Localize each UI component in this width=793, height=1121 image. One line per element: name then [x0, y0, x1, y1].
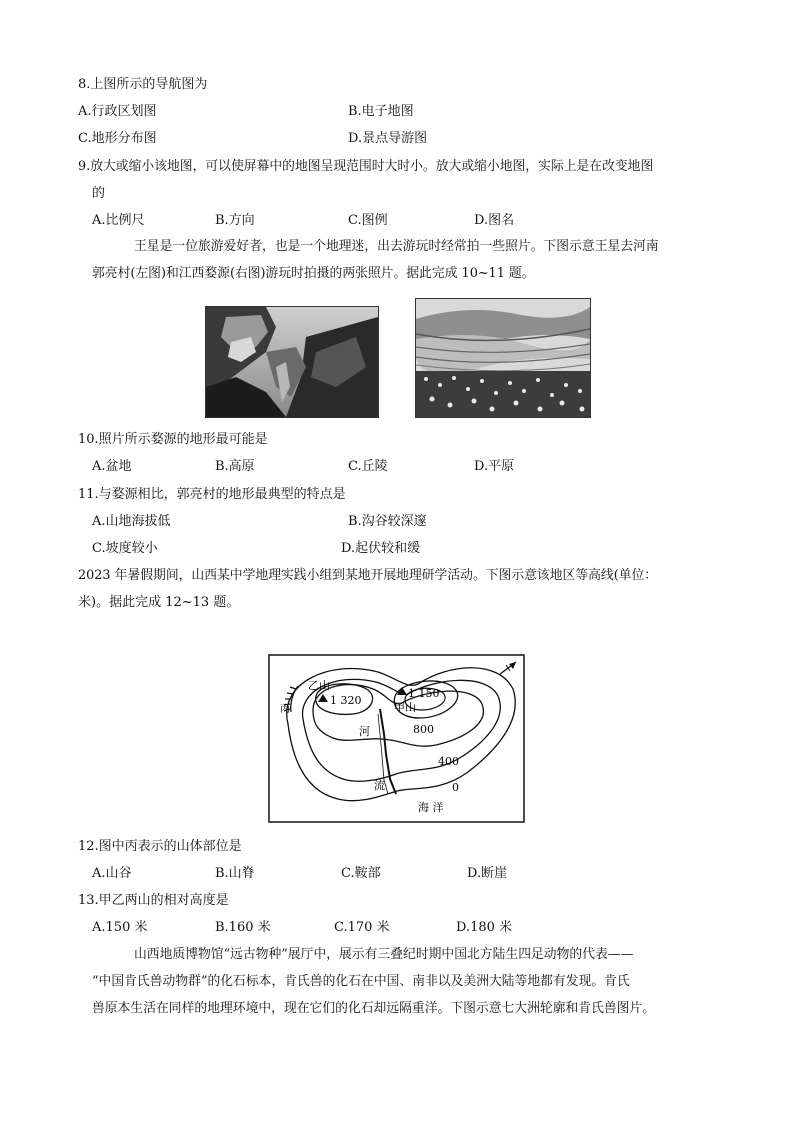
q9-option-b: B.方向: [215, 213, 255, 228]
intro1-line2: 郭亮村(左图)和江西婺源(右图)游玩时拍摄的两张照片。据此完成 10~11 题。: [92, 266, 535, 281]
q11-option-b: B.沟谷较深邃: [348, 514, 427, 529]
intro1-line1: 王星是一位旅游爱好者，也是一个地理迷，出去游玩时经常拍一些照片。下图示意王星去河南: [134, 239, 659, 254]
q11-option-a: A.山地海拔低: [92, 514, 171, 529]
intro2-line2: 米)。据此完成 12~13 题。: [78, 595, 240, 610]
q13-option-d: D.180 米: [456, 920, 513, 935]
q10-option-d: D.平原: [474, 459, 515, 474]
q12-option-c: C.鞍部: [341, 866, 381, 881]
intro3-line1: 山西地质博物馆“远古物种”展厅中，展示有三叠纪时期中国北方陆生四足动物的代表——: [134, 947, 634, 962]
q12-option-b: B.山脊: [215, 866, 255, 881]
q10-stem: 10.照片所示婺源的地形最可能是: [78, 432, 268, 447]
intro3-line3: 兽原本生活在同样的地理环境中，现在它们的化石却远隔重洋。下图示意七大洲轮廓和肯氏兽图片。: [92, 1001, 656, 1016]
contour-label-0: 0: [452, 781, 459, 794]
q8-option-b: B.电子地图: [348, 104, 414, 119]
q12-option-d: D.断崖: [467, 866, 508, 881]
q8-stem: 8.上图所示的导航图为: [78, 77, 208, 92]
contour-label-800: 800: [413, 723, 434, 736]
photo-wuyuan: [415, 298, 591, 418]
peak-yi-value: 1 320: [330, 694, 362, 707]
intro3-line2: “中国肯氏兽动物群”的化石标本，肯氏兽的化石在中国、南非以及美洲大陆等地都有发现。肯氏: [92, 974, 630, 989]
q10-option-a: A.盆地: [92, 459, 132, 474]
q8-option-c: C.地形分布图: [78, 131, 157, 146]
photo-guoliang-village: [205, 306, 379, 418]
bing-label: 丙: [280, 704, 290, 715]
q12-stem: 12.图中丙表示的山体部位是: [78, 839, 242, 854]
peak-jia-name: 甲山: [394, 701, 416, 714]
contour-label-400: 400: [438, 755, 459, 768]
q13-option-c: C.170 米: [334, 920, 390, 935]
q9-option-d: D.图名: [474, 213, 515, 228]
river-label-1: 河: [359, 725, 370, 738]
q11-option-c: C.坡度较小: [92, 541, 158, 556]
peak-yi-name: 乙山: [308, 679, 330, 692]
peak-jia-value: 1 150: [408, 687, 440, 700]
q10-option-c: C.丘陵: [348, 459, 388, 474]
q9-stem-line2: 的: [92, 186, 106, 201]
intro2-line1: 2023 年暑假期间，山西某中学地理实践小组到某地开展地理研学活动。下图示意该地区等高线(单位：: [78, 568, 658, 583]
q8-option-d: D.景点导游图: [348, 131, 428, 146]
ocean-label: 海 洋: [418, 801, 444, 814]
contour-map: [268, 654, 525, 823]
river-label-2: 流: [374, 779, 385, 792]
q9-option-a: A.比例尺: [92, 213, 145, 228]
q9-stem-line1: 9.放大或缩小该地图，可以使屏幕中的地图呈现范围时大时小。放大或缩小地图，实际上是在改变地图: [78, 159, 654, 174]
q12-option-a: A.山谷: [92, 866, 132, 881]
q9-option-c: C.图例: [348, 213, 388, 228]
q13-stem: 13.甲乙两山的相对高度是: [78, 893, 229, 908]
q10-option-b: B.高原: [215, 459, 255, 474]
q8-option-a: A.行政区划图: [78, 104, 157, 119]
q13-option-a: A.150 米: [92, 920, 148, 935]
q11-option-d: D.起伏较和缓: [341, 541, 421, 556]
q11-stem: 11.与婺源相比，郭亮村的地形最典型的特点是: [78, 487, 346, 502]
q13-option-b: B.160 米: [215, 920, 271, 935]
